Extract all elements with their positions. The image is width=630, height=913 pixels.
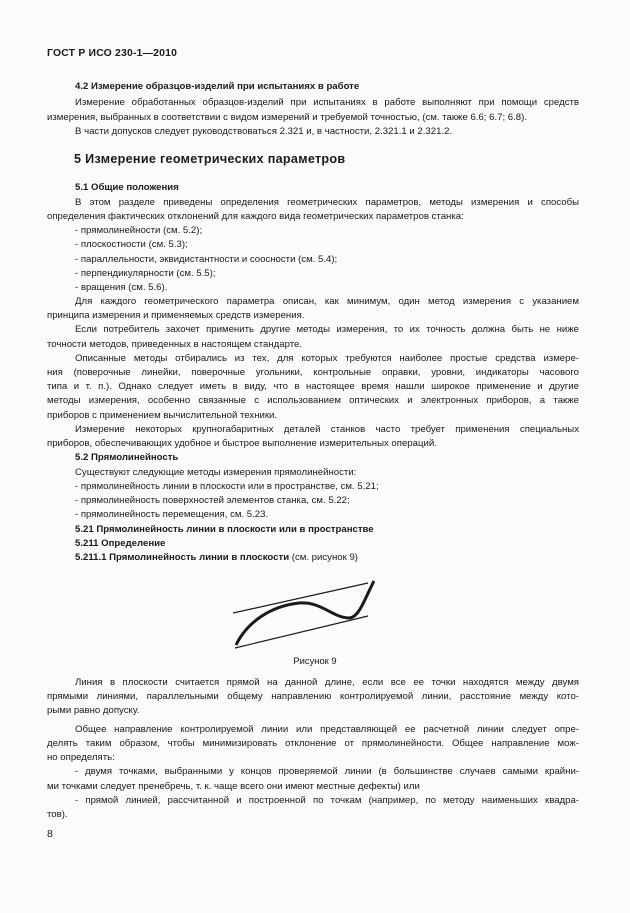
paragraph-line: Для каждого геометрического параметра описан, как минимум, один метод измерения с указанием [75, 296, 579, 307]
paragraph-line: В части допусков следует руководствоваться 2.321 и, в частности, 2.321.1 и 2.321.2. [75, 126, 453, 137]
list-item: - плоскостности (см. 5.3); [75, 239, 188, 250]
paragraph-line: Описанные методы отбирались из тех, для которых требуются наиболее простые средства измере- [75, 353, 579, 364]
tolerance-line-upper [233, 583, 368, 613]
section-5-2-heading: 5.2 Прямолинейность [75, 452, 179, 463]
paragraph-line: Измерение некоторых крупногабаритных деталей станков часто требует применения специальных [75, 424, 579, 435]
list-item: - прямолинейность поверхностей элементов станка, см. 5.22; [75, 495, 350, 506]
paragraph-line: рыми равно допуску. [47, 705, 140, 716]
list-item: - двумя точками, выбранными у концов проверяемой линии (в большинстве случаев самыми крайни- [75, 766, 579, 777]
list-item: - перпендикулярности (см. 5.5); [75, 268, 216, 279]
page-number: 8 [47, 829, 53, 840]
list-item: - прямой линией, рассчитанной и построенной по точкам (например, по методу наименьших квадра- [75, 795, 579, 806]
paragraph-line: Общее направление контролируемой линии или представляющей ее расчетной линии следует опре- [75, 724, 579, 735]
paragraph-line: Если потребитель захочет применить другие методы измерения, то их точность должна быть не ниже [75, 324, 579, 335]
section-5-211-1-line [75, 552, 358, 564]
section-5-21-heading: 5.21 Прямолинейность линии в плоскости или в пространстве [75, 524, 374, 535]
paragraph-line: В этом разделе приведены определения геометрических параметров, методы измерения и способы [75, 197, 579, 208]
list-item: - вращения (см. 5.6). [75, 282, 168, 293]
paragraph-line: Измерение обработанных образцов-изделий при испытаниях в работе выполняют при помощи средств [75, 97, 579, 108]
paragraph-line: типа и т. п.). Однако следует иметь в виду, что в настоящее время нашли широкое применение и другие [47, 381, 579, 392]
list-item: ми точками следует пренебречь, т. к. чаще всего они имеют местные дефекты) или [47, 781, 420, 792]
list-item: - прямолинейность перемещения, см. 5.23. [75, 509, 269, 520]
list-item: - параллельности, эквидистантности и соосности (см. 5.4); [75, 254, 338, 265]
paragraph-line: точности методов, приведенных в настоящем стандарте. [47, 339, 302, 350]
measured-line-curve [236, 581, 374, 645]
list-item: - прямолинейность линии в плоскости или в пространстве, см. 5.21; [75, 481, 379, 492]
paragraph-line: приборов с применением вычислительной техники. [47, 410, 278, 421]
section-5-211-heading: 5.211 Определение [75, 538, 166, 549]
paragraph-line: Существуют следующие методы измерения прямолинейности: [75, 467, 357, 478]
paragraph-line: измерения, выбранных в соответствии с видом измерений и требуемой точностью, (см. также 6.6; 6.7; 6.8). [47, 112, 527, 123]
paragraph-line: определения фактических отклонений для каждого вида геометрических параметров станка: [47, 211, 464, 222]
paragraph-line: принципа измерения и применяемых средств измерения. [47, 310, 305, 321]
section-5-heading: 5 Измерение геометрических параметров [74, 152, 346, 166]
figure-caption: Рисунок 9 [293, 655, 337, 666]
paragraph-line: ния (поверочные линейки, поверочные угольники, контрольные оправки, уровни, индикаторы часового [47, 367, 579, 378]
section-5-1-heading: 5.1 Общие положения [75, 182, 179, 193]
paragraph-line: методы измерения, особенно связанные с использованием оптических и электронных приборов, а также [47, 395, 579, 406]
figure-reference: (см. рисунок 9) [289, 552, 358, 563]
section-4-2-heading: 4.2 Измерение образцов-изделий при испытаниях в работе [75, 81, 360, 92]
list-item: тов). [47, 809, 68, 820]
list-item: - прямолинейности (см. 5.2); [75, 225, 203, 236]
paragraph-line: Линия в плоскости считается прямой на данной длине, если все ее точки находятся между двумя [75, 677, 579, 688]
paragraph-line: но определять: [47, 752, 115, 763]
paragraph-line: приборов, обеспечивающих удобное и быстрое выполнение измерительных операций. [47, 438, 437, 449]
paragraph-line: прямыми линиями, параллельными общему направлению контролируемой линии, расстояние между кото- [47, 691, 579, 702]
paragraph-line: делять таким образом, чтобы минимизировать отклонение от прямолинейности. Общее направление мож- [47, 738, 579, 749]
figure-9-drawing [225, 570, 375, 650]
document-id: ГОСТ Р ИСО 230-1—2010 [47, 48, 178, 59]
section-5-211-1-heading: 5.211.1 Прямолинейность линии в плоскости [75, 552, 290, 563]
